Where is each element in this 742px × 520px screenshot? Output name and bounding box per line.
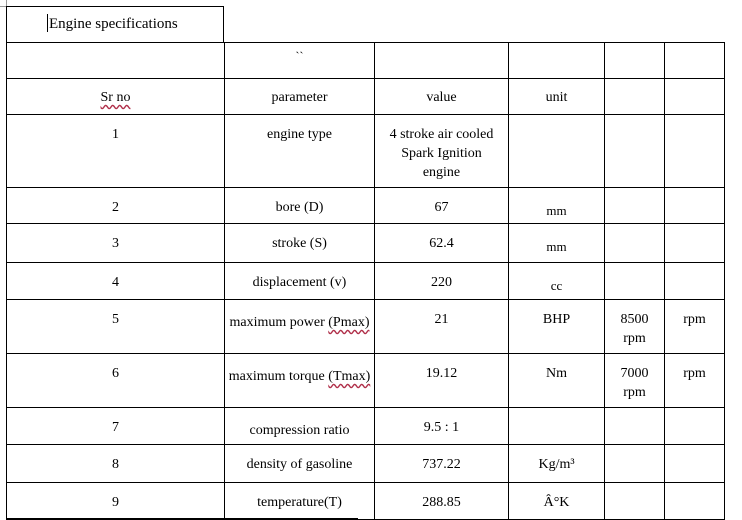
value-text: 9.5 : 1 xyxy=(423,420,460,435)
table-row xyxy=(7,188,725,224)
table-cell[interactable] xyxy=(665,43,725,79)
table-cell[interactable] xyxy=(375,188,509,224)
table-cell[interactable] xyxy=(509,263,605,300)
table-cell[interactable] xyxy=(665,445,725,483)
table-row xyxy=(7,354,725,408)
table-row xyxy=(7,445,725,483)
rpm-value: 7000 rpm xyxy=(620,366,649,400)
table-cell[interactable] xyxy=(225,115,375,188)
header-cell[interactable] xyxy=(509,79,605,115)
value-text: 19.12 xyxy=(425,366,458,381)
sr-value: 2 xyxy=(112,200,119,215)
table-cell[interactable] xyxy=(225,483,375,520)
text-cursor xyxy=(47,14,48,32)
sr-value: 8 xyxy=(112,457,119,472)
table-row xyxy=(7,300,725,354)
table-cell[interactable] xyxy=(7,408,225,445)
sr-value: 7 xyxy=(112,420,119,435)
table-cell[interactable] xyxy=(509,43,605,79)
table-cell[interactable] xyxy=(7,354,225,408)
table-cell[interactable] xyxy=(665,224,725,263)
rpm-unit: rpm xyxy=(683,366,706,381)
table-cell[interactable] xyxy=(225,224,375,263)
table-cell[interactable] xyxy=(375,263,509,300)
table-cell[interactable] xyxy=(375,115,509,188)
unit-text: Kg/m³ xyxy=(538,457,575,472)
header-cell[interactable] xyxy=(605,79,665,115)
sr-value: 6 xyxy=(112,366,119,381)
table-cell[interactable] xyxy=(665,354,725,408)
header-cell[interactable] xyxy=(375,79,509,115)
table-cell[interactable] xyxy=(665,115,725,188)
unit-text: cc xyxy=(550,278,563,293)
parameter-value: bore (D) xyxy=(275,200,324,215)
table-cell[interactable] xyxy=(225,188,375,224)
table-row xyxy=(7,224,725,263)
table-cell[interactable] xyxy=(665,300,725,354)
parameter-value: engine type xyxy=(267,127,332,142)
table-cell[interactable] xyxy=(665,188,725,224)
sr-value: 1 xyxy=(112,127,119,142)
unit-text: BHP xyxy=(542,312,571,327)
header-value: value xyxy=(426,90,457,105)
parameter-value: displacement (v) xyxy=(252,275,347,290)
table-title-cell[interactable] xyxy=(6,6,224,42)
sr-value: 9 xyxy=(112,495,119,510)
table-title: Engine specifications xyxy=(49,16,178,32)
bottom-border-line xyxy=(6,518,358,519)
table-cell[interactable] xyxy=(225,300,375,354)
table-cell[interactable] xyxy=(7,188,225,224)
parameter-value: maximum power (Pmax) xyxy=(229,315,370,330)
rpm-unit: rpm xyxy=(683,312,706,327)
unit-text: mm xyxy=(546,239,567,254)
unit-text: mm xyxy=(546,203,567,218)
table-cell[interactable] xyxy=(7,445,225,483)
table-cell[interactable] xyxy=(225,408,375,445)
table-cell[interactable] xyxy=(605,224,665,263)
table-cell[interactable] xyxy=(509,354,605,408)
table-cell[interactable] xyxy=(225,263,375,300)
table-cell[interactable] xyxy=(605,408,665,445)
value-text: 4 stroke air cooled Spark Ignition engine xyxy=(389,127,494,180)
table-row xyxy=(7,263,725,300)
table-cell[interactable] xyxy=(375,224,509,263)
table-cell[interactable] xyxy=(225,354,375,408)
rpm-value: 8500 rpm xyxy=(620,312,649,346)
table-cell[interactable] xyxy=(7,224,225,263)
table-cell[interactable] xyxy=(605,188,665,224)
table-row xyxy=(7,483,725,520)
table-row xyxy=(7,115,725,188)
value-text: 288.85 xyxy=(422,495,461,510)
table-cell[interactable] xyxy=(7,263,225,300)
value-text: 62.4 xyxy=(429,236,454,251)
table-cell[interactable] xyxy=(375,483,509,520)
table-header-row xyxy=(7,79,725,115)
parameter-value: temperature(T) xyxy=(257,495,342,510)
table-cell[interactable] xyxy=(605,43,665,79)
spellcheck-squiggle: (Tmax) xyxy=(328,369,371,384)
value-text: 67 xyxy=(434,200,449,215)
table-cell[interactable] xyxy=(605,300,665,354)
parameter-value: stroke (S) xyxy=(272,236,327,251)
table-cell[interactable] xyxy=(375,354,509,408)
table-cell[interactable] xyxy=(605,483,665,520)
table-cell[interactable] xyxy=(605,354,665,408)
table-cell[interactable] xyxy=(605,445,665,483)
table-cell[interactable] xyxy=(605,115,665,188)
header-cell[interactable] xyxy=(7,79,225,115)
table-cell[interactable] xyxy=(509,188,605,224)
backtick-mark: `` xyxy=(295,49,304,63)
table-cell[interactable] xyxy=(7,43,225,79)
table-row xyxy=(7,408,725,445)
parameter-value: compression ratio xyxy=(249,423,350,438)
header-unit: unit xyxy=(545,90,568,105)
table-cell[interactable] xyxy=(605,263,665,300)
table-cell[interactable] xyxy=(7,483,225,520)
sr-value: 4 xyxy=(112,275,119,290)
table-cell[interactable] xyxy=(7,300,225,354)
engine-spec-table xyxy=(6,42,725,520)
sr-value: 3 xyxy=(112,236,119,251)
unit-text: Nm xyxy=(546,366,567,381)
table-cell[interactable] xyxy=(509,115,605,188)
table-cell[interactable] xyxy=(665,408,725,445)
table-cell[interactable] xyxy=(375,445,509,483)
header-sr: Sr no xyxy=(100,90,131,105)
table-cell[interactable] xyxy=(509,224,605,263)
parameter-value: maximum torque (Tmax) xyxy=(228,369,371,384)
sr-value: 5 xyxy=(112,312,119,327)
table-row xyxy=(7,43,725,79)
table-cell[interactable] xyxy=(509,408,605,445)
table-cell[interactable] xyxy=(375,300,509,354)
table-cell[interactable] xyxy=(375,408,509,445)
table-cell[interactable] xyxy=(7,115,225,188)
value-text: 220 xyxy=(431,275,452,290)
value-text: 737.22 xyxy=(422,457,461,472)
header-cell[interactable] xyxy=(225,79,375,115)
table-cell[interactable] xyxy=(665,263,725,300)
table-cell[interactable] xyxy=(375,43,509,79)
header-cell[interactable] xyxy=(665,79,725,115)
table-cell[interactable] xyxy=(509,483,605,520)
table-cell[interactable] xyxy=(225,445,375,483)
table-cell[interactable] xyxy=(509,300,605,354)
table-cell[interactable] xyxy=(665,483,725,520)
spellcheck-squiggle: (Pmax) xyxy=(328,315,370,330)
value-text: 21 xyxy=(434,312,449,327)
unit-text: Â°K xyxy=(543,495,570,510)
table-cell[interactable] xyxy=(509,445,605,483)
table-cell[interactable] xyxy=(225,43,375,79)
header-parameter: parameter xyxy=(271,90,328,105)
parameter-value: density of gasoline xyxy=(246,457,353,472)
